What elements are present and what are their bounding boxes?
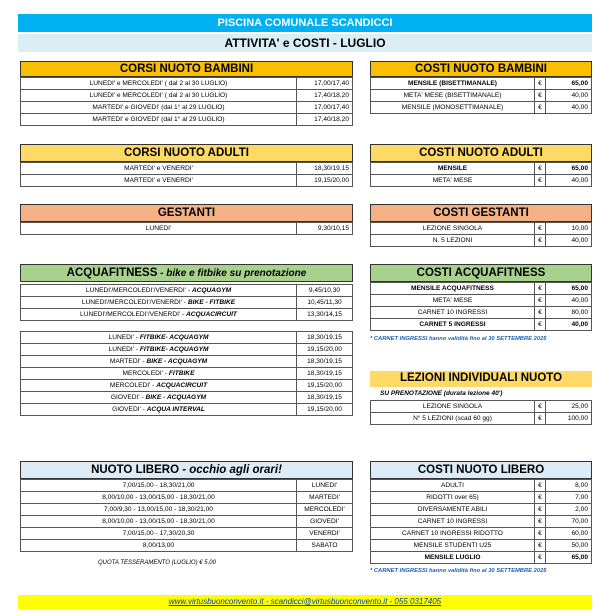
section-gestanti (20, 204, 353, 235)
table-row (371, 307, 592, 319)
time-cell: 9,45/10,30 (297, 285, 353, 297)
time-cell: 17,40/18,20 (297, 90, 353, 102)
price-value: 2,00 (546, 504, 592, 516)
table-row (21, 528, 353, 540)
currency-cell: € (535, 102, 546, 114)
section-costi-bambini (370, 61, 592, 114)
section-lezioni-individuali (370, 371, 592, 425)
table-row (371, 175, 592, 187)
activity-label: BIKE - ACQUAGYM (146, 358, 208, 365)
section-title: COSTI GESTANTI (370, 204, 592, 222)
section-title: COSTI ACQUAFITNESS (370, 264, 592, 282)
day-label: MERCOLEDI' - (122, 370, 169, 377)
table-row (371, 492, 592, 504)
currency-cell: € (535, 540, 546, 552)
price-label: META' MESE (371, 175, 535, 187)
price-label: CARNET 10 INGRESSI (371, 516, 535, 528)
price-value: 40,00 (546, 90, 592, 102)
price-value: 65,00 (546, 552, 592, 564)
table-row (21, 332, 353, 344)
day-label: LUNEDI'/MERCOLEDI'/VENERDI' - (81, 299, 188, 306)
day-cell (21, 392, 297, 404)
day-label: MERCOLEDI' - (109, 382, 157, 389)
currency-cell: € (535, 552, 546, 564)
day-cell: MERCOLEDI' (297, 504, 353, 516)
table-row (371, 235, 592, 247)
time-cell: 7,00/15,00 - 17,30/20,30 (21, 528, 297, 540)
activity-label: FITBIKE (168, 370, 195, 377)
price-label: N. 5 LEZIONI (371, 235, 535, 247)
price-value: 7,00 (546, 492, 592, 504)
schedule-table (20, 222, 353, 235)
table-row (21, 516, 353, 528)
page-subtitle: ATTIVITA' e COSTI - LUGLIO (18, 34, 592, 52)
price-value: 60,00 (546, 528, 592, 540)
time-cell: 8,00/10,00 - 13,00/15,00 - 18,30/21,00 (21, 516, 297, 528)
price-label: LEZIONE SINGOLA (371, 401, 535, 413)
day-cell (21, 356, 297, 368)
table-row (21, 114, 353, 126)
table-row (371, 504, 592, 516)
table-row (21, 102, 353, 114)
activity-label: ACQUACIRCUIT (186, 311, 237, 318)
price-value: 10,00 (546, 223, 592, 235)
day-cell (21, 368, 297, 380)
price-value: 65,00 (546, 78, 592, 90)
time-cell: 10,45/11,30 (297, 297, 353, 309)
table-row (371, 102, 592, 114)
currency-cell: € (535, 283, 546, 295)
day-cell (21, 309, 297, 321)
schedule-table (20, 331, 353, 416)
schedule-table (20, 162, 353, 187)
time-cell: 18,30/19,15 (297, 332, 353, 344)
table-row (21, 356, 353, 368)
footer-contacts (18, 595, 592, 609)
day-cell: LUNEDI' e MERCOLEDI' ( dal 2 al 30 LUGLIO) (21, 90, 297, 102)
section-costi-libero (370, 461, 592, 574)
price-value: 70,00 (546, 516, 592, 528)
currency-cell: € (535, 319, 546, 331)
schedule-table (20, 284, 353, 321)
section-corsi-adulti (20, 144, 353, 187)
time-cell: 8,00/13,00 (21, 540, 297, 552)
price-table (370, 282, 592, 331)
currency-cell: € (535, 413, 546, 425)
price-label: MENSILE (MONOSETTIMANALE) (371, 102, 535, 114)
section-title: CORSI NUOTO BAMBINI (20, 61, 353, 77)
table-row (21, 297, 353, 309)
table-row (21, 344, 353, 356)
day-label: LUNEDI' - (108, 346, 140, 353)
section-title-main: NUOTO LIBERO (91, 464, 180, 476)
table-row (21, 392, 353, 404)
table-row (21, 175, 353, 187)
day-cell (21, 404, 297, 416)
section-title-sub: - occhio agli orari! (179, 464, 282, 476)
section-acquafitness (20, 264, 353, 416)
time-cell: 17,00/17,40 (297, 78, 353, 90)
schedule-table (20, 479, 353, 552)
section-title: LEZIONI INDIVIDUALI NUOTO (370, 371, 592, 387)
activity-label: FITBIKE- ACQUAGYM (139, 334, 209, 341)
time-cell: 19,15/20,00 (297, 344, 353, 356)
table-row (371, 78, 592, 90)
table-row (21, 380, 353, 392)
price-label: MENSILE STUDENTI U25 (371, 540, 535, 552)
table-row (21, 404, 353, 416)
section-title (20, 264, 353, 282)
time-cell: 17,40/18,20 (297, 114, 353, 126)
section-nuoto-libero (20, 461, 353, 566)
currency-cell: € (535, 492, 546, 504)
currency-cell: € (535, 307, 546, 319)
section-title: COSTI NUOTO LIBERO (370, 461, 592, 479)
day-cell (21, 297, 297, 309)
time-cell: 9,30/10,15 (297, 223, 353, 235)
table-row (21, 285, 353, 297)
activity-label: ACQUAGYM (191, 287, 232, 294)
price-label: N° 5 LEZIONI (scad 60 gg) (371, 413, 535, 425)
price-value: 65,00 (546, 163, 592, 175)
price-value: 50,00 (546, 540, 592, 552)
table-row (371, 480, 592, 492)
time-cell: 13,30/14,15 (297, 309, 353, 321)
day-cell (21, 344, 297, 356)
day-cell: LUNEDI' e MERCOLEDI' ( dal 2 al 30 LUGLIO) (21, 78, 297, 90)
currency-cell: € (535, 223, 546, 235)
price-label: LEZIONE SINGOLA (371, 223, 535, 235)
day-cell: MARTEDI' e VENERDI' (21, 175, 297, 187)
time-cell: 18,30/19,15 (297, 356, 353, 368)
price-value: 80,00 (546, 307, 592, 319)
price-label: DIVERSAMENTE ABILI (371, 504, 535, 516)
day-label: LUNEDI'/MERCOLEDI'/VENERDI' - (80, 311, 187, 318)
currency-cell: € (535, 78, 546, 90)
table-row (371, 319, 592, 331)
section-costi-gestanti (370, 204, 592, 247)
day-label: LUNEDI' - (108, 334, 140, 341)
day-cell (21, 332, 297, 344)
section-title: GESTANTI (20, 204, 353, 222)
activity-label: ACQUA INTERVAL (146, 406, 205, 413)
table-row (21, 163, 353, 175)
time-cell: 17,00/17,40 (297, 102, 353, 114)
time-cell: 19,15/20,00 (297, 404, 353, 416)
price-value: 40,00 (546, 235, 592, 247)
time-cell: 19,15/20,00 (297, 380, 353, 392)
section-title: COSTI NUOTO ADULTI (370, 144, 592, 162)
table-row (21, 480, 353, 492)
price-label: META' MESE (BISETTIMANALE) (371, 90, 535, 102)
table-row (21, 540, 353, 552)
time-cell: 18,30/19,15 (297, 163, 353, 175)
table-row (371, 163, 592, 175)
section-title: COSTI NUOTO BAMBINI (370, 61, 592, 77)
day-cell (21, 380, 297, 392)
price-table (370, 400, 592, 425)
table-row (371, 413, 592, 425)
currency-cell: € (535, 295, 546, 307)
price-table (370, 77, 592, 114)
time-cell: 19,15/20,00 (297, 175, 353, 187)
price-label: CARNET 5 INGRESSI (371, 319, 535, 331)
day-label: GIOVEDI' - (110, 394, 146, 401)
price-label: MENSILE LUGLIO (371, 552, 535, 564)
price-label: MENSILE ACQUAFITNESS (371, 283, 535, 295)
schedule-table (20, 77, 353, 126)
currency-cell: € (535, 90, 546, 102)
price-label: META' MESE (371, 295, 535, 307)
price-label: MENSILE (BISETTIMANALE) (371, 78, 535, 90)
price-label: RIDOTTI over 65) (371, 492, 535, 504)
section-costi-adulti (370, 144, 592, 187)
currency-cell: € (535, 480, 546, 492)
table-row (371, 90, 592, 102)
currency-cell: € (535, 235, 546, 247)
day-cell: LUNEDI' (297, 480, 353, 492)
activity-label: BIKE - ACQUAGYM (145, 394, 207, 401)
day-label: LUNEDI'/MERCOLEDI'/VENERDI' - (85, 287, 192, 294)
section-title: CORSI NUOTO ADULTI (20, 144, 353, 162)
table-row (371, 295, 592, 307)
table-row (21, 223, 353, 235)
table-row (21, 368, 353, 380)
currency-cell: € (535, 163, 546, 175)
time-cell: 18,30/19,15 (297, 368, 353, 380)
price-value: 40,00 (546, 319, 592, 331)
currency-cell: € (535, 175, 546, 187)
activity-label: ACQUACIRCUIT (156, 382, 208, 389)
table-row (371, 540, 592, 552)
day-cell: MARTEDI' e GIOVEDI' (dal 1° al 29 LUGLIO) (21, 114, 297, 126)
section-corsi-bambini (20, 61, 353, 126)
price-table (370, 479, 592, 564)
section-title-sub: - bike e fitbike su prenotazione (157, 268, 307, 279)
section-costi-acquafitness (370, 264, 592, 342)
section-title-main: ACQUAFITNESS (66, 267, 158, 279)
day-cell: GIOVEDI' (297, 516, 353, 528)
price-label: ADULTI (371, 480, 535, 492)
table-row (371, 223, 592, 235)
time-cell: 8,00/10,00 - 13,00/15,00 - 18,30/21,00 (21, 492, 297, 504)
table-row (21, 309, 353, 321)
table-row (371, 401, 592, 413)
validity-note: * CARNET INGRESSI hanno validità fino al 30 SETTEMBRE 2025 (370, 336, 547, 342)
currency-cell: € (535, 528, 546, 540)
activity-label: BIKE - FITBIKE (187, 299, 236, 306)
price-value: 40,00 (546, 102, 592, 114)
day-cell: MARTEDI' (297, 492, 353, 504)
price-label: CARNET 10 INGRESSI RIDOTTO (371, 528, 535, 540)
validity-note: * CARNET INGRESSI hanno validità fino al 30 SETTEMBRE 2025 (370, 568, 547, 574)
table-row (371, 552, 592, 564)
table-row (371, 283, 592, 295)
price-value: 8,00 (546, 480, 592, 492)
currency-cell: € (535, 401, 546, 413)
day-cell: MARTEDI' e GIOVEDI' (dal 1° al 29 LUGLIO) (21, 102, 297, 114)
section-title (20, 461, 353, 479)
table-row (21, 492, 353, 504)
day-label: GIOVEDI' - (112, 406, 147, 413)
day-cell: VENERDI' (297, 528, 353, 540)
price-value: 40,00 (546, 295, 592, 307)
time-cell: 18,30/19,15 (297, 392, 353, 404)
table-row (21, 90, 353, 102)
contact-link[interactable]: www.virtusbuonconvento.it - scandicci@virtusbuonconvento.it - 055 0317405 (168, 597, 442, 606)
time-cell: 7,00/15,00 - 18,30/21,00 (21, 480, 297, 492)
price-label: MENSILE (371, 163, 535, 175)
day-cell (21, 285, 297, 297)
price-value: 100,00 (546, 413, 592, 425)
currency-cell: € (535, 516, 546, 528)
day-cell: MARTEDI' e VENERDI' (21, 163, 297, 175)
price-table (370, 222, 592, 247)
day-label: MARTEDI' - (109, 358, 147, 365)
table-row (21, 78, 353, 90)
price-value: 25,00 (546, 401, 592, 413)
page-title: PISCINA COMUNALE SCANDICCI (18, 14, 592, 32)
day-cell: LUNEDI' (21, 223, 297, 235)
table-row (371, 516, 592, 528)
price-value: 40,00 (546, 175, 592, 187)
membership-fee: QUOTA TESSERAMENTO (LUGLIO) € 5,00 (98, 560, 216, 566)
section-subtitle: SU PRENOTAZIONE (durata lezione 40') (380, 390, 503, 397)
price-value: 65,00 (546, 283, 592, 295)
table-row (371, 528, 592, 540)
activity-label: FITBIKE- ACQUAGYM (139, 346, 209, 353)
currency-cell: € (535, 504, 546, 516)
day-cell: SABATO (297, 540, 353, 552)
time-cell: 7,00/9,30 - 13,00/15,00 - 18,30/21,00 (21, 504, 297, 516)
table-row (21, 504, 353, 516)
price-label: CARNET 10 INGRESSI (371, 307, 535, 319)
price-table (370, 162, 592, 187)
